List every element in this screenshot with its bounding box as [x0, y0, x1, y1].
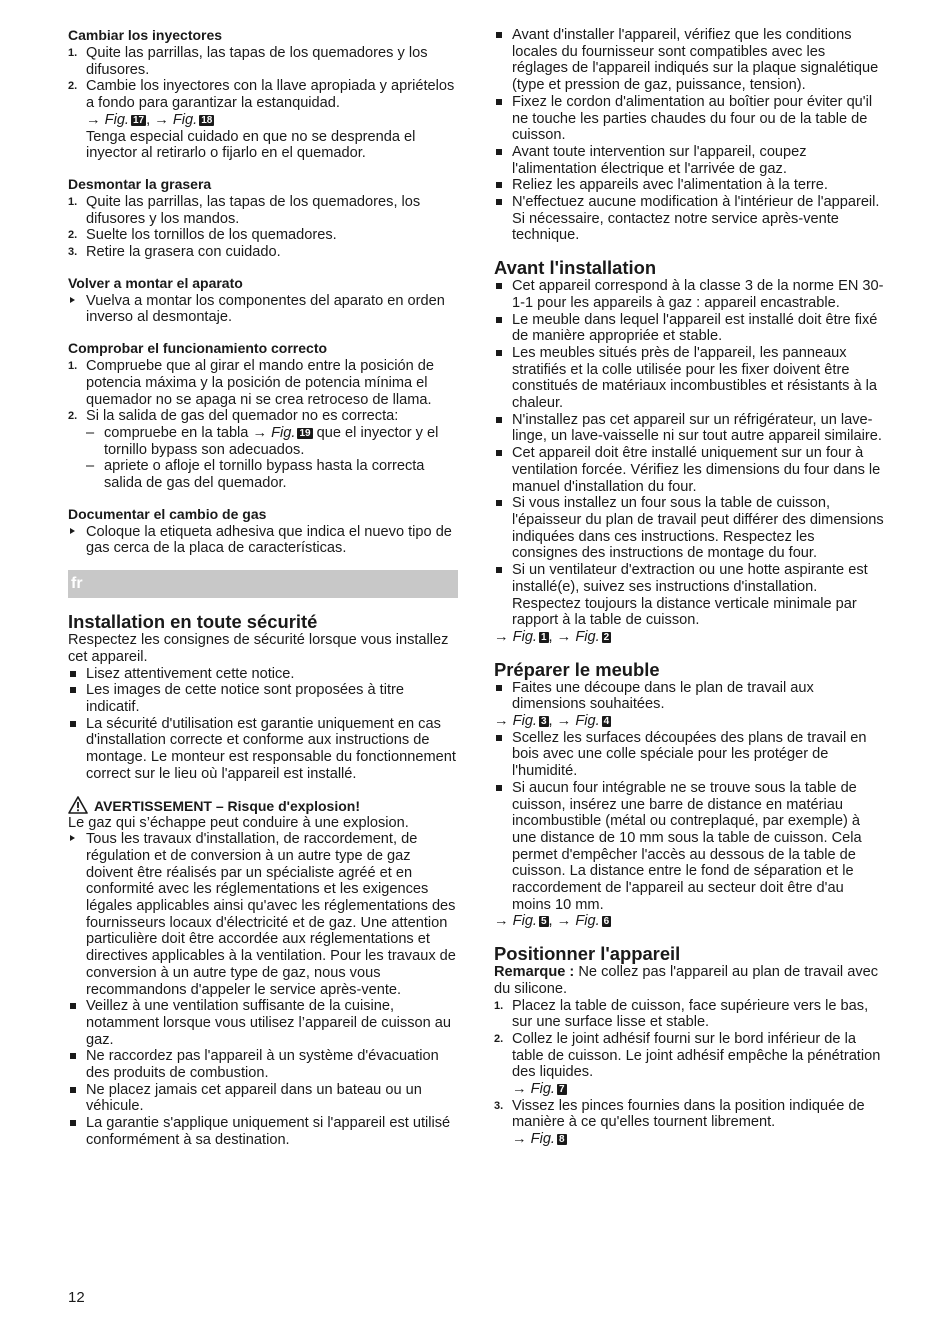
language-bar [68, 570, 458, 598]
list-avant-installation [494, 278, 884, 629]
list-item: Ne raccordez pas l'appareil à un système d'évacuation des produits de combustion. [68, 1048, 458, 1081]
fig-number: 1 [540, 631, 547, 643]
fig-reference[interactable]: → Fig. 8 [512, 1131, 565, 1148]
list-item: Coloque la etiqueta adhesiva que indica el nuevo tipo de gas cerca de la placa de características. [68, 524, 458, 557]
list-item: 2. Collez le joint adhésif fourni sur le bord inférieur de la table de cuisson. Le joint adhésif empêche la pénétration des liquides. → Fig. 7 [494, 1030, 881, 1098]
square-bullet-icon [496, 350, 502, 356]
square-bullet-icon [496, 149, 502, 155]
square-bullet-icon [496, 417, 502, 423]
remarque-label: Remarque : [494, 964, 575, 981]
square-bullet-icon [496, 685, 502, 691]
remarque: Remarque : Ne collez pas l'appareil au plan de travail avec du silicone. [494, 964, 879, 997]
list-item: 1. Placez la table de cuisson, face supérieure vers le bas, sur une surface lisse et stable. [494, 997, 869, 1031]
fig-number: 17 [132, 114, 145, 126]
list-safety-continued [494, 27, 884, 244]
square-bullet-icon [70, 1087, 76, 1093]
square-bullet-icon [496, 450, 502, 456]
list-item: 2. Cambie los inyectores con la llave apropiada y apriételos a fondo para garantizar la estanquidad. → Fig. 17 , → Fig. 18 Tenga especial cuidado en que no se desprenda el inyector al retirarlo o fijarlo en el quemador. [68, 78, 455, 162]
list-item: Si vous installez un four sous la table de cuisson, l'épaisseur du plan de travail peut différer des dimensions indiquées dans ces instructions. Respectez les consignes des instructions de montage du four. [494, 495, 884, 562]
sublist-item: – compruebe en la tabla → Fig. 19 que el inyector y el tornillo bypass son adecuados. [86, 424, 439, 458]
list-item: 3. Vissez les pinces fournies dans la position indiquée de manière à ce qu'elles tournent librement. → Fig. 8 [494, 1097, 865, 1148]
list-desmontar-grasera [68, 194, 458, 261]
square-bullet-icon [70, 687, 76, 693]
square-bullet-icon [70, 721, 76, 727]
heading-comprobar-funcionamiento: Comprobar el funcionamiento correcto [68, 340, 328, 357]
list-item: La sécurité d'utilisation est garantie uniquement en cas d'installation correcte et conforme aux instructions de montage. Le monteur est responsable du fonctionnement correct sur le lieu où l'appareil est installé. [68, 716, 458, 783]
list-item: Lisez attentivement cette notice. [68, 666, 458, 683]
square-bullet-icon [496, 317, 502, 323]
fig-number: 4 [603, 716, 610, 728]
heading-desmontar-grasera: Desmontar la grasera [68, 175, 212, 192]
square-bullet-icon [496, 199, 502, 205]
square-bullet-icon [70, 671, 76, 677]
warning-text: Le gaz qui s’échappe peut conduire à une explosion. [68, 814, 409, 831]
square-bullet-icon [496, 99, 502, 105]
fig-number: 3 [540, 716, 547, 728]
heading-installation-securite: Installation en toute sécurité [68, 611, 318, 633]
left-column [68, 27, 458, 1149]
list-positionner [494, 998, 884, 1148]
square-bullet-icon [496, 182, 502, 188]
list-item: Le meuble dans lequel l'appareil est installé doit être fixé de manière appropriée et stable. [494, 312, 884, 345]
heading-avant-installation: Avant l'installation [494, 257, 657, 279]
square-bullet-icon [496, 567, 502, 573]
heading-cambiar-inyectores: Cambiar los inyectores [68, 27, 223, 43]
square-bullet-icon [496, 283, 502, 289]
list-item: Fixez le cordon d'alimentation au boîtier pour éviter qu'il ne touche les parties chaudes du four ou de la table de cuisson. [494, 94, 884, 144]
list-item: N'installez pas cet appareil sur un réfrigérateur, un lave-linge, un lave-vaisselle ni sur tout autre appareil similaire. [494, 412, 884, 445]
warning-triangle-icon [68, 796, 88, 814]
triangle-bullet-icon [70, 835, 75, 841]
list-item: Avant d'installer l'appareil, vérifiez que les conditions locales du fournisseur sont compatibles avec les réglages de l'appareil indiqués sur la plaque signalétique (type et pression de gaz, puissance, tension). [494, 27, 884, 94]
list-item: Les images de cette notice sont proposées à titre indicatif. [68, 682, 458, 715]
fig-number: 7 [558, 1084, 565, 1096]
list-preparer-meuble [494, 680, 884, 713]
fig-number: 5 [540, 916, 547, 928]
list-item: Avant toute intervention sur l'appareil, coupez l'alimentation électrique et l'arrivée de gaz. [494, 144, 884, 177]
sublist-item: – apriete o afloje el tornillo bypass hasta la correcta salida de gas del quemador. [86, 458, 425, 492]
list-preparer-meuble-2 [494, 730, 884, 914]
fig-line: → Fig. 5 , → Fig. 6 [494, 913, 610, 930]
list-item: Vuelva a montar los componentes del aparato en orden inverso al desmontaje. [68, 293, 458, 326]
fig-reference[interactable]: → Fig. 4 [556, 713, 610, 730]
fig-reference[interactable]: → Fig. 3 [494, 713, 547, 730]
list-item: Tous les travaux d'installation, de raccordement, de régulation et de conversion à un autre type de gaz doivent être réalisés par un spécialiste agréé et en conformité avec les réglementations et les exigences légales applicables ainsi qu'avec les réglementations des fournisseurs locaux d'électricité et de gaz. Une attention particulière doit être accordée aux réglementations et directives applicables à la ventilation. Pour les travaux de conversion à un autre type de gaz, nous vous recommandons d'appeler le service après-vente. [68, 831, 458, 998]
fig-reference[interactable]: → Fig. 5 [494, 913, 547, 930]
list-item: Reliez les appareils avec l'alimentation à la terre. [494, 177, 884, 194]
square-bullet-icon [496, 32, 502, 38]
list-item: N'effectuez aucune modification à l'intérieur de l'appareil. Si nécessaire, contactez notre service après-vente technique. [494, 194, 884, 244]
list-item: Faites une découpe dans le plan de travail aux dimensions souhaitées. [494, 680, 884, 713]
note-text: Tenga especial cuidado en que no se desprenda el inyector al retirarlo o fijarlo en el quemador. [86, 128, 416, 162]
heading-positionner-appareil: Positionner l'appareil [494, 943, 681, 965]
triangle-bullet-icon [70, 297, 75, 303]
square-bullet-icon [496, 785, 502, 791]
list-item: Cet appareil doit être installé uniquement sur un four à ventilation forcée. Vérifiez les dimensions du four dans le manuel d'installation du four. [494, 445, 884, 495]
fig-line: → Fig. 1 , → Fig. 2 [494, 628, 610, 645]
fig-reference[interactable]: → Fig. 6 [556, 913, 610, 930]
page-number: 12 [68, 1289, 85, 1306]
list-item: Si aucun four intégrable ne se trouve sous la table de cuisson, insérez une barre de distance en matériau incombustible (métal ou contreplaqué, par exemple) à une distance de 10 mm sous la table de cuisson. Cela permet d'empêcher l'accès au dessous de la table de cuisson. La distance entre le fond de séparation et le raccordement de l'appareil au secteur doit être d'au moins 10 mm. [494, 780, 884, 914]
square-bullet-icon [496, 735, 502, 741]
list-item: 1. Compruebe que al girar el mando entre la posición de potencia máxima y la posición de potencia mínima el quemador no se apaga ni se crea retroceso de llama. [68, 358, 435, 408]
right-column [494, 27, 884, 1148]
list-item: Scellez les surfaces découpées des plans de travail en bois avec une colle spéciale pour les protéger de l'humidité. [494, 730, 884, 780]
warning-title: AVERTISSEMENT – Risque d'explosion! [94, 797, 360, 814]
language-code: fr [71, 575, 83, 593]
list-item: La garantie s'applique uniquement si l'appareil est utilisé conformément à sa destination. [68, 1115, 458, 1148]
fig-number: 18 [201, 114, 213, 126]
list-comprobar-funcionamiento [68, 358, 458, 492]
fig-reference[interactable]: → Fig. 7 [512, 1081, 565, 1098]
list-item: Veillez à une ventilation suffisante de la cuisine, notamment lorsque vous utilisez l’appareil de cuisson au gaz. [68, 998, 458, 1048]
square-bullet-icon [496, 500, 502, 506]
fig-number: 2 [603, 631, 610, 643]
square-bullet-icon [70, 1053, 76, 1059]
fig-line: → Fig. 3 , → Fig. 4 [494, 713, 610, 730]
sublist [86, 425, 458, 492]
fig-reference[interactable]: → Fig. 18 [154, 111, 213, 128]
list-item: Ne placez jamais cet appareil dans un bateau ou un véhicule. [68, 1082, 458, 1115]
list-warning [68, 831, 458, 1148]
install-intro: Respectez les consignes de sécurité lorsque vous installez cet appareil. [68, 632, 449, 665]
heading-preparer-meuble: Préparer le meuble [494, 658, 660, 680]
warning-heading [68, 796, 458, 815]
list-item: 1. Quite las parrillas, las tapas de los quemadores y los difusores. [68, 45, 428, 78]
list-item: Les meubles situés près de l'appareil, les panneaux stratifiés et la colle utilisée pour les fixer doivent être constitués de matériaux incombustibles et résistants à la chaleur. [494, 345, 884, 412]
list-volver-montar [68, 293, 458, 326]
fig-number: 8 [558, 1134, 565, 1146]
list-item: Si un ventilateur d'extraction ou une hotte aspirante est installé(e), suivez ses instructions d'installation. Respectez toujours la distance verticale minimale par rapport à la table de cuisson. [494, 562, 884, 629]
fig-number: 19 [299, 427, 311, 439]
fig-reference[interactable]: → Fig. 19 [252, 424, 311, 441]
heading-documentar-cambio: Documentar el cambio de gas [68, 505, 267, 522]
triangle-bullet-icon [70, 528, 75, 534]
list-item: 2. Suelte los tornillos de los quemadores. [68, 227, 337, 244]
list-item: Cet appareil correspond à la classe 3 de la norme EN 30-1-1 pour les appareils à gaz : appareil encastrable. [494, 278, 884, 311]
list-cambiar-inyectores [68, 45, 458, 162]
fig-number: 6 [603, 916, 610, 928]
list-item: 2. Si la salida de gas del quemador no es correcta: – compruebe en la tabla → Fig. 19 que el inyector y el tornillo bypass son adecuados. – apriete o afloje el tornillo bypass hasta la correcta salida de gas del quemador. [68, 408, 458, 492]
list-item: 3. Retire la grasera con cuidado. [68, 244, 281, 261]
square-bullet-icon [70, 1003, 76, 1009]
fig-reference[interactable]: → Fig. 2 [556, 628, 610, 645]
list-documentar-cambio [68, 524, 458, 557]
fig-reference[interactable]: → Fig. 1 [494, 628, 547, 645]
list-item: 1. Quite las parrillas, las tapas de los quemadores, los difusores y los mandos. [68, 193, 421, 227]
fig-reference[interactable]: → Fig. 17 [86, 111, 145, 128]
heading-volver-montar: Volver a montar el aparato [68, 274, 243, 291]
list-installation [68, 666, 458, 783]
square-bullet-icon [70, 1120, 76, 1126]
